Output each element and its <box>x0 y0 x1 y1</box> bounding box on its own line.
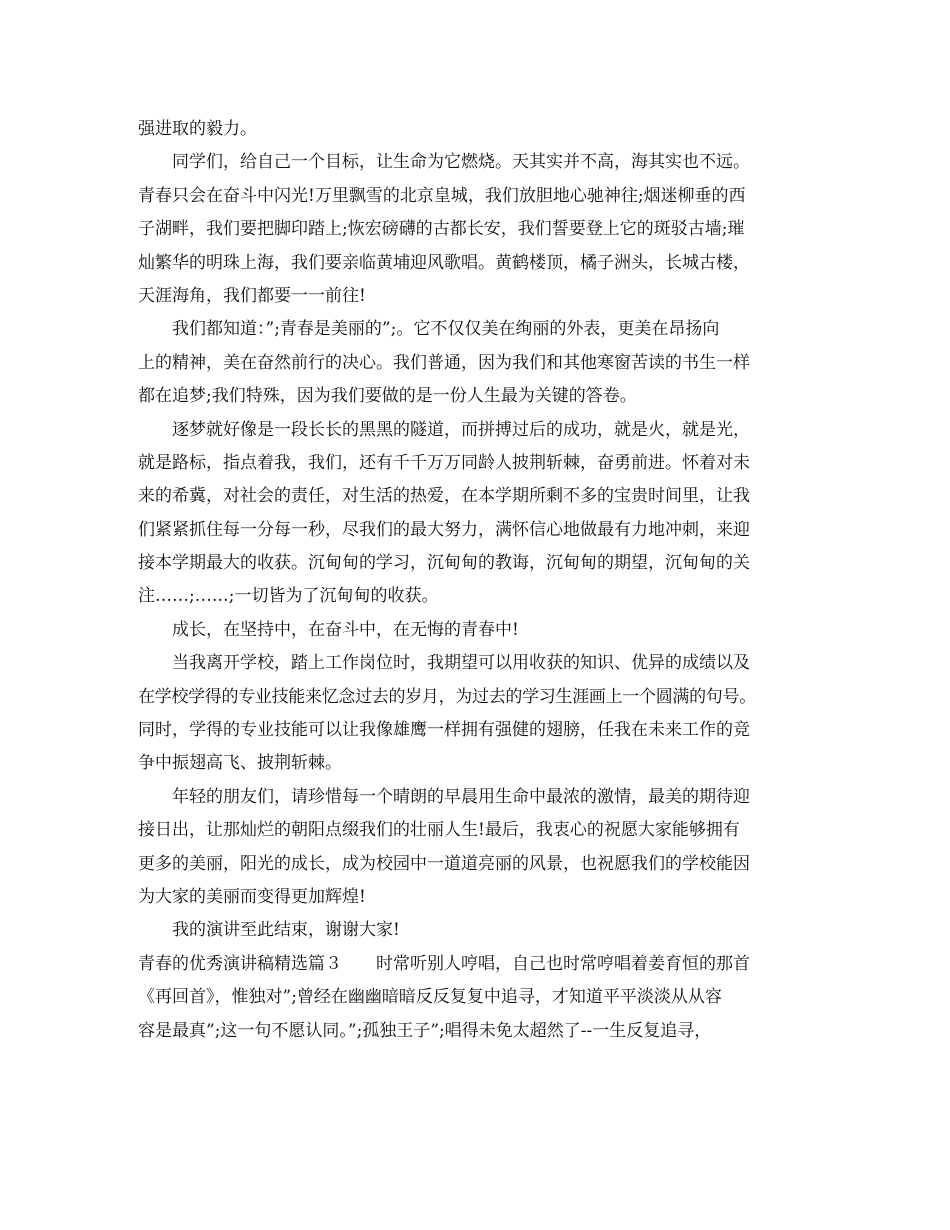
document-body <box>138 113 822 1048</box>
text-line: 就是路标，指点着我，我们，还有千千万万同龄人披荆斩棘，奋勇前进。怀着对未 <box>138 452 750 473</box>
text-line: 灿繁华的明珠上海，我们要亲临黄埔迎风歌唱。黄鹤楼顶，橘子洲头，长城古楼， <box>138 252 750 273</box>
text-line: 《再回首》，惟独对”;曾经在幽幽暗暗反反复复中追寻，才知道平平淡淡从从容 <box>138 987 722 1008</box>
text-line: 上的精神，美在奋然前行的决心。我们普通，因为我们和其他寒窗苦读的书生一样 <box>138 352 750 373</box>
text-line: 为大家的美丽而变得更加辉煌! <box>138 886 366 907</box>
text-line: 青春只会在奋斗中闪光!万里飘雪的北京皇城，我们放胆地心驰神往;烟迷柳垂的西 <box>138 185 746 206</box>
text-line: 争中振翅高飞、披荆斩棘。 <box>138 753 342 774</box>
text-line: 们紧紧抓住每一分每一秒，尽我们的最大努力，满怀信心地做最有力地冲刺，来迎 <box>138 519 750 540</box>
paragraph-start-line: 年轻的朋友们，请珍惜每一个晴朗的早晨用生命中最浓的激情，最美的期待迎 <box>172 786 750 807</box>
text-line: 子湖畔，我们要把脚印踏上;恢宏磅礴的古都长安，我们誓要登上它的斑驳古墙;璀 <box>138 219 745 240</box>
section-heading-line: 青春的优秀演讲稿精选篇３ 时常听别人哼唱，自己也时常哼唱着姜育恒的那首 <box>138 953 750 974</box>
text-line: 在学校学得的专业技能来忆念过去的岁月，为过去的学习生涯画上一个圆满的句号。 <box>138 686 756 707</box>
paragraph-start-line: 逐梦就好像是一段长长的黑黑的隧道，而拼搏过后的成功，就是火，就是光， <box>172 419 750 440</box>
text-line: 接本学期最大的收获。沉甸甸的学习，沉甸甸的教诲，沉甸甸的期望，沉甸甸的关 <box>138 553 750 574</box>
text-line: 强进取的毅力。 <box>138 119 257 139</box>
text-line: 注……;……;一切皆为了沉甸甸的收获。 <box>138 586 439 607</box>
text-line: 都在追梦;我们特殊，因为我们要做的是一份人生最为关键的答卷。 <box>138 386 637 407</box>
text-line: 来的希冀，对社会的责任，对生活的热爱，在本学期所剩不多的宝贵时间里，让我 <box>138 486 750 507</box>
paragraph-start-line: 同学们，给自己一个目标，让生命为它燃烧。天其实并不高，海其实也不远。 <box>172 152 750 173</box>
paragraph-start-line: 成长，在坚持中，在奋斗中，在无悔的青春中! <box>172 619 519 640</box>
paragraph-start-line: 我们都知道：”;青春是美丽的”;。它不仅仅美在绚丽的外表，更美在昂扬向 <box>172 319 720 340</box>
text-line: 接日出，让那灿烂的朝阳点缀我们的壮丽人生!最后，我衷心的祝愿大家能够拥有 <box>138 820 740 841</box>
paragraph-start-line: 我的演讲至此结束，谢谢大家! <box>172 920 400 941</box>
text-line: 更多的美丽，阳光的成长，成为校园中一道道亮丽的风景，也祝愿我们的学校能因 <box>138 853 750 874</box>
text-line: 天涯海角，我们都要一一前往! <box>138 285 366 306</box>
text-line: 同时，学得的专业技能可以让我像雄鹰一样拥有强健的翅膀，任我在未来工作的竞 <box>138 720 750 741</box>
paragraph-start-line: 当我离开学校，踏上工作岗位时，我期望可以用收获的知识、优异的成绩以及 <box>172 653 750 674</box>
text-line: 容是最真”;这一句不愿认同。”;孤独王子”;唱得未免太超然了--一生反复追寻， <box>138 1020 712 1041</box>
